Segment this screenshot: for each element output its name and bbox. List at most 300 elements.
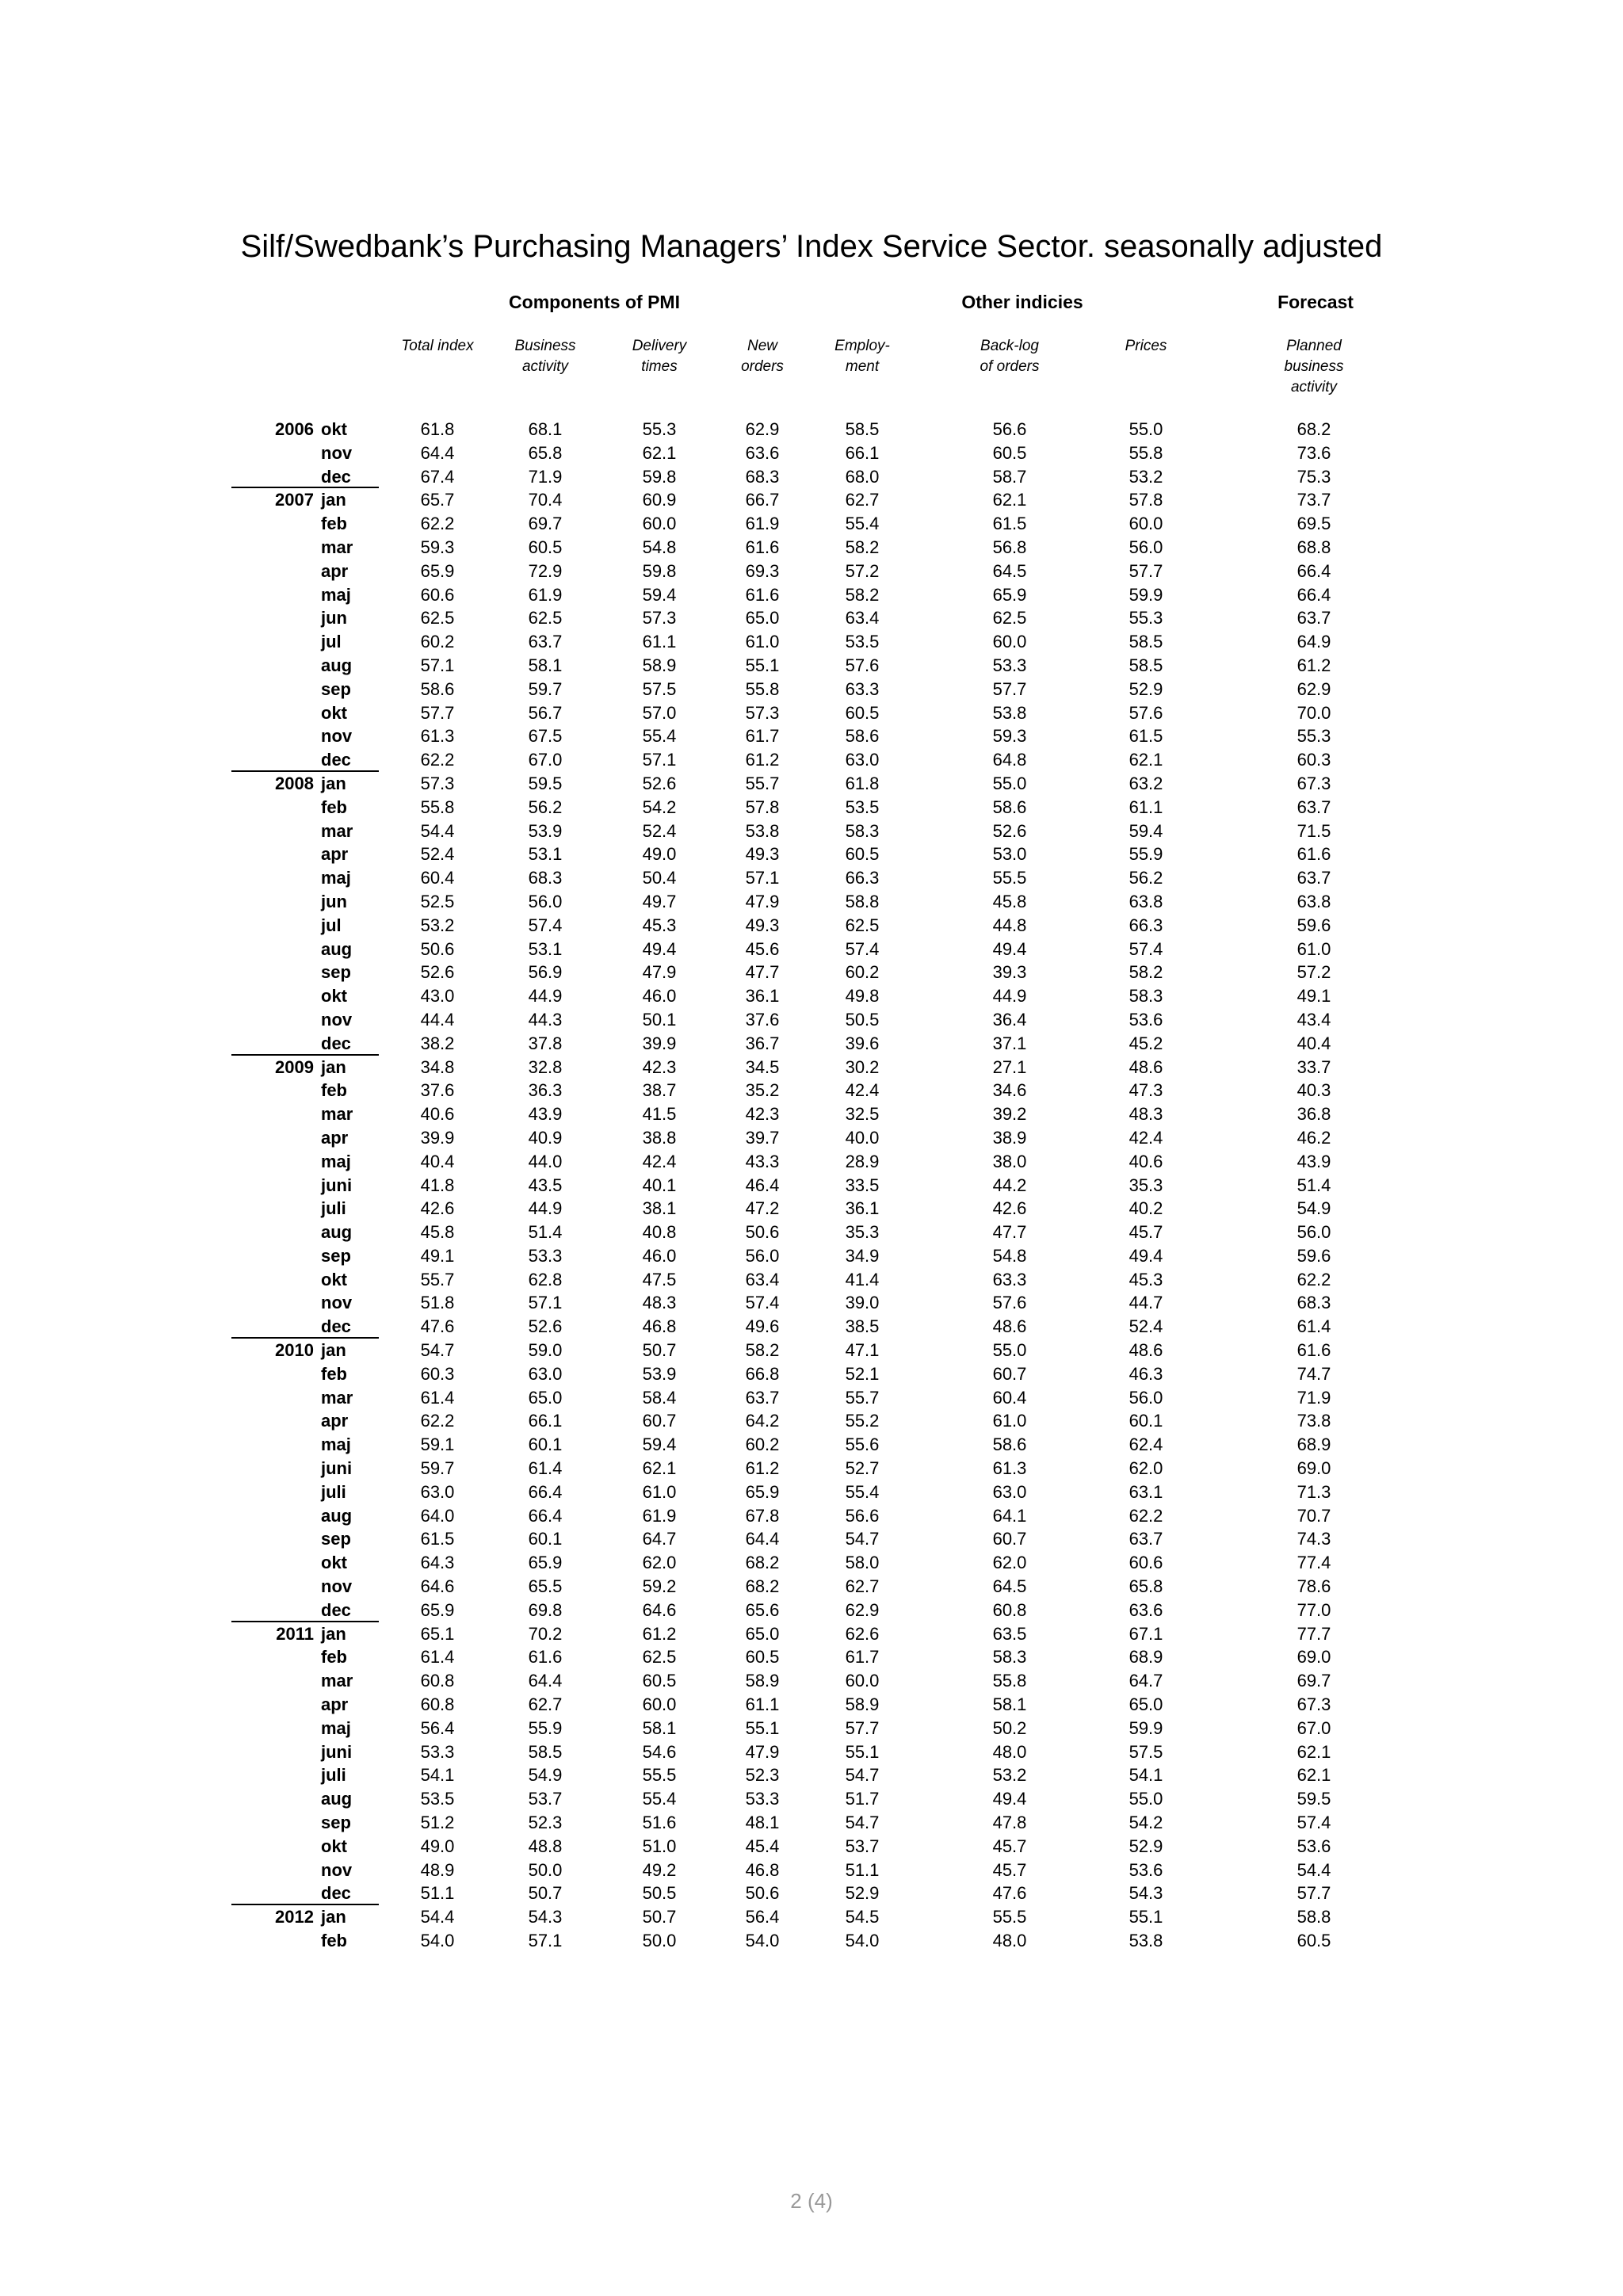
table-cell: 59.5 [528, 773, 563, 793]
row-month: jan [321, 1907, 346, 1927]
table-cell: 59.3 [992, 726, 1027, 747]
table-cell: 77.7 [1296, 1623, 1331, 1644]
table-cell: 54.0 [745, 1931, 780, 1950]
table-cell: 61.7 [745, 726, 780, 747]
table-cell: 58.3 [1128, 986, 1163, 1007]
table-cell: 52.3 [745, 1765, 780, 1786]
table-cell: 49.4 [1128, 1245, 1163, 1266]
column-header [1254, 336, 1373, 398]
table-cell: 60.7 [992, 1363, 1027, 1384]
table-cell: 50.4 [642, 868, 677, 888]
table-cell: 64.7 [642, 1529, 677, 1549]
table-cell: 61.6 [1296, 844, 1331, 865]
table-row [0, 1575, 1623, 1599]
table-cell: 54.4 [420, 1907, 455, 1927]
row-month: dec [321, 750, 351, 770]
table-cell: 60.1 [1128, 1411, 1163, 1431]
table-cell: 38.2 [420, 1033, 455, 1053]
table-row [0, 1740, 1623, 1764]
table-cell: 59.0 [528, 1340, 563, 1361]
table-cell: 63.7 [745, 1387, 780, 1408]
row-month: juli [321, 1198, 346, 1219]
table-cell: 54.5 [845, 1907, 880, 1927]
table-cell: 57.4 [1128, 938, 1163, 959]
table-cell: 64.5 [992, 560, 1027, 581]
row-month: apr [321, 1127, 349, 1148]
table-cell: 52.6 [420, 962, 455, 983]
table-row [0, 1717, 1623, 1740]
table-cell: 52.9 [845, 1883, 880, 1904]
table-cell: 55.7 [745, 773, 780, 793]
table-cell: 60.1 [528, 1435, 563, 1455]
table-cell: 68.2 [745, 1553, 780, 1573]
table-row [0, 772, 1623, 796]
table-cell: 65.9 [420, 560, 455, 581]
column-header-line: Back-log [980, 338, 1039, 354]
column-header-line: Delivery [632, 338, 687, 354]
table-cell: 48.3 [1128, 1104, 1163, 1125]
table-cell: 64.0 [420, 1505, 455, 1526]
table-cell: 40.0 [845, 1127, 880, 1148]
table-cell: 65.8 [528, 442, 563, 463]
table-cell: 54.7 [420, 1340, 455, 1361]
table-cell: 61.2 [745, 1458, 780, 1479]
table-cell: 62.5 [528, 608, 563, 628]
table-cell: 68.9 [1296, 1435, 1331, 1455]
table-cell: 44.8 [992, 915, 1027, 935]
table-cell: 34.5 [745, 1056, 780, 1077]
table-cell: 60.5 [1296, 1931, 1331, 1950]
table-cell: 59.7 [528, 678, 563, 699]
table-cell: 47.5 [642, 1269, 677, 1289]
table-cell: 54.6 [642, 1741, 677, 1762]
table-cell: 33.5 [845, 1175, 880, 1195]
table-cell: 61.6 [745, 537, 780, 557]
table-cell: 69.0 [1296, 1647, 1331, 1668]
table-cell: 59.9 [1128, 584, 1163, 605]
table-cell: 50.2 [992, 1717, 1027, 1738]
table-cell: 62.9 [1296, 678, 1331, 699]
table-cell: 56.4 [420, 1717, 455, 1738]
table-cell: 50.6 [745, 1222, 780, 1243]
table-cell: 53.5 [845, 797, 880, 817]
table-cell: 58.6 [992, 797, 1027, 817]
table-row [0, 796, 1623, 819]
table-cell: 53.5 [845, 632, 880, 652]
table-row [0, 1645, 1623, 1669]
table-cell: 60.3 [1296, 750, 1331, 770]
table-cell: 46.4 [745, 1175, 780, 1195]
column-header-line: business [1284, 358, 1344, 375]
table-cell: 62.2 [420, 1411, 455, 1431]
table-cell: 71.5 [1296, 820, 1331, 841]
table-cell: 68.0 [845, 466, 880, 487]
row-month: feb [321, 1363, 347, 1384]
table-cell: 63.0 [420, 1481, 455, 1502]
table-cell: 59.4 [1128, 820, 1163, 841]
row-month: mar [321, 820, 353, 841]
table-cell: 54.0 [845, 1931, 880, 1950]
table-cell: 46.3 [1128, 1363, 1163, 1384]
row-month: juni [321, 1458, 353, 1479]
table-cell: 61.3 [420, 726, 455, 747]
table-cell: 47.3 [1128, 1080, 1163, 1101]
table-cell: 57.7 [992, 678, 1027, 699]
table-cell: 55.3 [1128, 608, 1163, 628]
table-cell: 58.1 [642, 1717, 677, 1738]
column-header [378, 336, 497, 357]
table-cell: 48.3 [642, 1293, 677, 1313]
table-cell: 63.7 [528, 632, 563, 652]
table-cell: 62.1 [1296, 1765, 1331, 1786]
table-cell: 64.7 [1128, 1671, 1163, 1691]
column-header [600, 336, 719, 377]
table-cell: 52.5 [420, 891, 455, 911]
table-cell: 61.8 [420, 419, 455, 439]
table-cell: 53.8 [1128, 1931, 1163, 1950]
table-cell: 57.8 [1128, 490, 1163, 510]
table-cell: 49.4 [992, 938, 1027, 959]
table-cell: 54.1 [1128, 1765, 1163, 1786]
table-cell: 58.9 [745, 1671, 780, 1691]
table-cell: 69.8 [528, 1599, 563, 1620]
table-cell: 55.9 [1128, 844, 1163, 865]
table-cell: 60.5 [845, 702, 880, 723]
table-cell: 46.0 [642, 986, 677, 1007]
group-header-other: Other indicies [961, 292, 1083, 312]
row-month: okt [321, 1836, 347, 1856]
row-month: sep [321, 1529, 351, 1549]
row-month: maj [321, 1435, 351, 1455]
table-row [0, 1905, 1623, 1929]
table-cell: 45.2 [1128, 1033, 1163, 1053]
row-month: aug [321, 938, 353, 959]
table-cell: 73.7 [1296, 490, 1331, 510]
table-row [0, 961, 1623, 984]
table-cell: 58.5 [845, 419, 880, 439]
table-cell: 42.6 [420, 1198, 455, 1219]
row-month: nov [321, 726, 353, 747]
table-cell: 55.5 [992, 1907, 1027, 1927]
table-row [0, 512, 1623, 536]
table-cell: 35.2 [745, 1080, 780, 1101]
table-cell: 53.6 [1128, 1859, 1163, 1880]
table-cell: 39.6 [845, 1033, 880, 1053]
table-cell: 58.7 [992, 466, 1027, 487]
table-cell: 63.0 [528, 1363, 563, 1384]
table-cell: 47.1 [845, 1340, 880, 1361]
table-cell: 67.1 [1128, 1623, 1163, 1644]
table-cell: 66.4 [528, 1481, 563, 1502]
table-cell: 55.4 [642, 1789, 677, 1809]
table-cell: 60.5 [528, 537, 563, 557]
table-cell: 53.7 [845, 1836, 880, 1856]
row-month: feb [321, 514, 347, 534]
table-cell: 55.3 [1296, 726, 1331, 747]
table-cell: 58.5 [1128, 632, 1163, 652]
table-cell: 51.7 [845, 1789, 880, 1809]
table-cell: 77.0 [1296, 1599, 1331, 1620]
table-cell: 40.4 [420, 1151, 455, 1171]
table-cell: 43.9 [1296, 1151, 1331, 1171]
table-cell: 61.9 [528, 584, 563, 605]
table-row [0, 938, 1623, 961]
row-month: mar [321, 537, 353, 557]
table-row [0, 1174, 1623, 1198]
table-cell: 68.1 [528, 419, 563, 439]
table-row [0, 1457, 1623, 1480]
table-cell: 61.0 [1296, 938, 1331, 959]
table-cell: 55.8 [1128, 442, 1163, 463]
table-cell: 66.1 [845, 442, 880, 463]
table-cell: 63.1 [1128, 1481, 1163, 1502]
table-cell: 52.4 [642, 820, 677, 841]
table-row [0, 583, 1623, 607]
row-month: jul [321, 915, 342, 935]
table-cell: 63.0 [992, 1481, 1027, 1502]
table-cell: 43.9 [528, 1104, 563, 1125]
row-year: 2010 [275, 1340, 314, 1361]
table-cell: 55.4 [845, 1481, 880, 1502]
table-cell: 58.3 [845, 820, 880, 841]
column-header [950, 336, 1069, 377]
table-cell: 64.5 [992, 1576, 1027, 1597]
table-cell: 42.4 [1128, 1127, 1163, 1148]
table-cell: 49.0 [420, 1836, 455, 1856]
table-cell: 58.3 [992, 1647, 1027, 1668]
table-cell: 57.6 [845, 655, 880, 675]
table-cell: 57.4 [845, 938, 880, 959]
table-cell: 53.2 [1128, 466, 1163, 487]
table-cell: 59.5 [1296, 1789, 1331, 1809]
table-cell: 55.0 [1128, 419, 1163, 439]
table-row [0, 654, 1623, 678]
table-cell: 44.9 [528, 986, 563, 1007]
table-cell: 58.4 [642, 1387, 677, 1408]
table-cell: 61.2 [745, 750, 780, 770]
table-cell: 67.8 [745, 1505, 780, 1526]
table-row [0, 1693, 1623, 1717]
table-cell: 55.8 [992, 1671, 1027, 1691]
table-cell: 49.2 [642, 1859, 677, 1880]
table-cell: 40.2 [1128, 1198, 1163, 1219]
table-cell: 53.8 [745, 820, 780, 841]
row-month: apr [321, 1694, 349, 1715]
table-cell: 63.0 [845, 750, 880, 770]
table-cell: 54.9 [528, 1765, 563, 1786]
table-cell: 30.2 [845, 1056, 880, 1077]
table-cell: 64.4 [528, 1671, 563, 1691]
table-cell: 69.3 [745, 560, 780, 581]
table-cell: 60.6 [1128, 1553, 1163, 1573]
column-header-line: activity [1290, 379, 1338, 395]
table-cell: 57.1 [642, 750, 677, 770]
row-month: dec [321, 466, 351, 487]
table-cell: 66.3 [845, 868, 880, 888]
table-cell: 61.0 [992, 1411, 1027, 1431]
table-cell: 60.0 [642, 1694, 677, 1715]
table-cell: 57.7 [1296, 1883, 1331, 1904]
table-cell: 61.9 [642, 1505, 677, 1526]
table-cell: 58.6 [420, 678, 455, 699]
table-cell: 51.6 [642, 1813, 677, 1833]
table-cell: 45.7 [992, 1859, 1027, 1880]
table-cell: 54.8 [992, 1245, 1027, 1266]
table-cell: 54.0 [420, 1931, 455, 1950]
table-row [0, 1599, 1623, 1622]
table-cell: 45.8 [992, 891, 1027, 911]
table-cell: 60.0 [1128, 514, 1163, 534]
table-cell: 58.9 [845, 1694, 880, 1715]
row-month: jan [321, 1340, 346, 1361]
column-header-line: New [747, 338, 777, 354]
table-cell: 60.7 [992, 1529, 1027, 1549]
table-cell: 69.5 [1296, 514, 1331, 534]
table-cell: 59.7 [420, 1458, 455, 1479]
group-header-components: Components of PMI [509, 292, 680, 312]
table-cell: 57.7 [420, 702, 455, 723]
table-cell: 45.7 [992, 1836, 1027, 1856]
row-month: jul [321, 632, 342, 652]
table-cell: 64.2 [745, 1411, 780, 1431]
table-cell: 54.7 [845, 1765, 880, 1786]
table-cell: 63.5 [992, 1623, 1027, 1644]
row-month: aug [321, 1222, 353, 1243]
table-cell: 62.9 [745, 419, 780, 439]
table-cell: 50.5 [845, 1009, 880, 1030]
table-cell: 48.0 [992, 1741, 1027, 1762]
table-cell: 40.6 [1128, 1151, 1163, 1171]
table-cell: 63.4 [745, 1269, 780, 1289]
table-cell: 38.0 [992, 1151, 1027, 1171]
table-cell: 71.9 [1296, 1387, 1331, 1408]
table-cell: 62.1 [1128, 750, 1163, 770]
table-cell: 60.5 [992, 442, 1027, 463]
column-header-line: ment [845, 358, 880, 375]
table-row [0, 1929, 1623, 1953]
table-cell: 60.0 [845, 1671, 880, 1691]
table-row [0, 1079, 1623, 1102]
column-header-line: Planned [1286, 338, 1342, 354]
table-row [0, 1811, 1623, 1835]
table-cell: 62.7 [528, 1694, 563, 1715]
row-month: sep [321, 1813, 351, 1833]
table-cell: 55.0 [992, 1340, 1027, 1361]
table-cell: 57.2 [845, 560, 880, 581]
row-month: jun [321, 891, 347, 911]
row-month: jan [321, 1623, 346, 1644]
table-cell: 67.0 [528, 750, 563, 770]
table-cell: 61.0 [745, 632, 780, 652]
table-cell: 58.1 [528, 655, 563, 675]
table-row [0, 678, 1623, 701]
table-cell: 56.2 [528, 797, 563, 817]
table-row [0, 1409, 1623, 1433]
table-cell: 56.0 [1296, 1222, 1331, 1243]
table-cell: 56.7 [528, 702, 563, 723]
table-cell: 56.8 [992, 537, 1027, 557]
table-cell: 61.6 [745, 584, 780, 605]
table-cell: 37.8 [528, 1033, 563, 1053]
row-month: okt [321, 702, 347, 723]
table-cell: 51.2 [420, 1813, 455, 1833]
table-cell: 39.3 [992, 962, 1027, 983]
table-cell: 62.2 [420, 750, 455, 770]
row-month: jan [321, 773, 346, 793]
table-cell: 61.2 [1296, 655, 1331, 675]
column-header-line: Employ- [834, 338, 890, 354]
table-cell: 68.3 [528, 868, 563, 888]
table-cell: 60.1 [528, 1529, 563, 1549]
table-row [0, 1386, 1623, 1410]
table-cell: 53.1 [528, 844, 563, 865]
table-cell: 49.6 [745, 1316, 780, 1337]
table-cell: 38.9 [992, 1127, 1027, 1148]
table-cell: 35.3 [845, 1222, 880, 1243]
table-cell: 55.1 [845, 1741, 880, 1762]
table-cell: 58.2 [845, 584, 880, 605]
table-cell: 60.8 [992, 1599, 1027, 1620]
row-month: okt [321, 986, 347, 1007]
table-row [0, 984, 1623, 1008]
table-cell: 70.7 [1296, 1505, 1331, 1526]
table-cell: 39.9 [420, 1127, 455, 1148]
table-cell: 57.1 [420, 655, 455, 675]
table-cell: 53.0 [992, 844, 1027, 865]
table-cell: 59.6 [1296, 1245, 1331, 1266]
table-cell: 59.9 [1128, 1717, 1163, 1738]
table-cell: 60.5 [845, 844, 880, 865]
table-cell: 66.4 [1296, 584, 1331, 605]
table-cell: 65.9 [992, 584, 1027, 605]
table-row [0, 701, 1623, 725]
table-cell: 61.2 [642, 1623, 677, 1644]
table-cell: 63.7 [1128, 1529, 1163, 1549]
table-cell: 59.3 [420, 537, 455, 557]
table-cell: 60.3 [420, 1363, 455, 1384]
table-cell: 54.4 [420, 820, 455, 841]
table-cell: 67.3 [1296, 1694, 1331, 1715]
table-row [0, 1433, 1623, 1457]
row-month: sep [321, 1245, 351, 1266]
table-cell: 71.9 [528, 466, 563, 487]
table-row [0, 1291, 1623, 1315]
table-cell: 36.7 [745, 1033, 780, 1053]
table-cell: 56.0 [1128, 537, 1163, 557]
table-cell: 53.6 [1128, 1009, 1163, 1030]
table-cell: 70.4 [528, 490, 563, 510]
table-cell: 50.5 [642, 1883, 677, 1904]
table-cell: 40.8 [642, 1222, 677, 1243]
table-row [0, 1197, 1623, 1221]
table-cell: 69.7 [528, 514, 563, 534]
row-month: dec [321, 1883, 351, 1904]
column-header [1086, 336, 1205, 357]
row-year: 2008 [275, 773, 314, 793]
table-cell: 56.6 [992, 419, 1027, 439]
table-cell: 52.9 [1128, 1836, 1163, 1856]
table-cell: 47.8 [992, 1813, 1027, 1833]
table-cell: 60.0 [642, 514, 677, 534]
table-cell: 47.6 [420, 1316, 455, 1337]
table-cell: 65.9 [745, 1481, 780, 1502]
table-cell: 47.9 [745, 891, 780, 911]
table-cell: 53.7 [528, 1789, 563, 1809]
table-cell: 54.2 [1128, 1813, 1163, 1833]
table-cell: 77.4 [1296, 1553, 1331, 1573]
table-cell: 63.6 [745, 442, 780, 463]
table-cell: 60.2 [745, 1435, 780, 1455]
